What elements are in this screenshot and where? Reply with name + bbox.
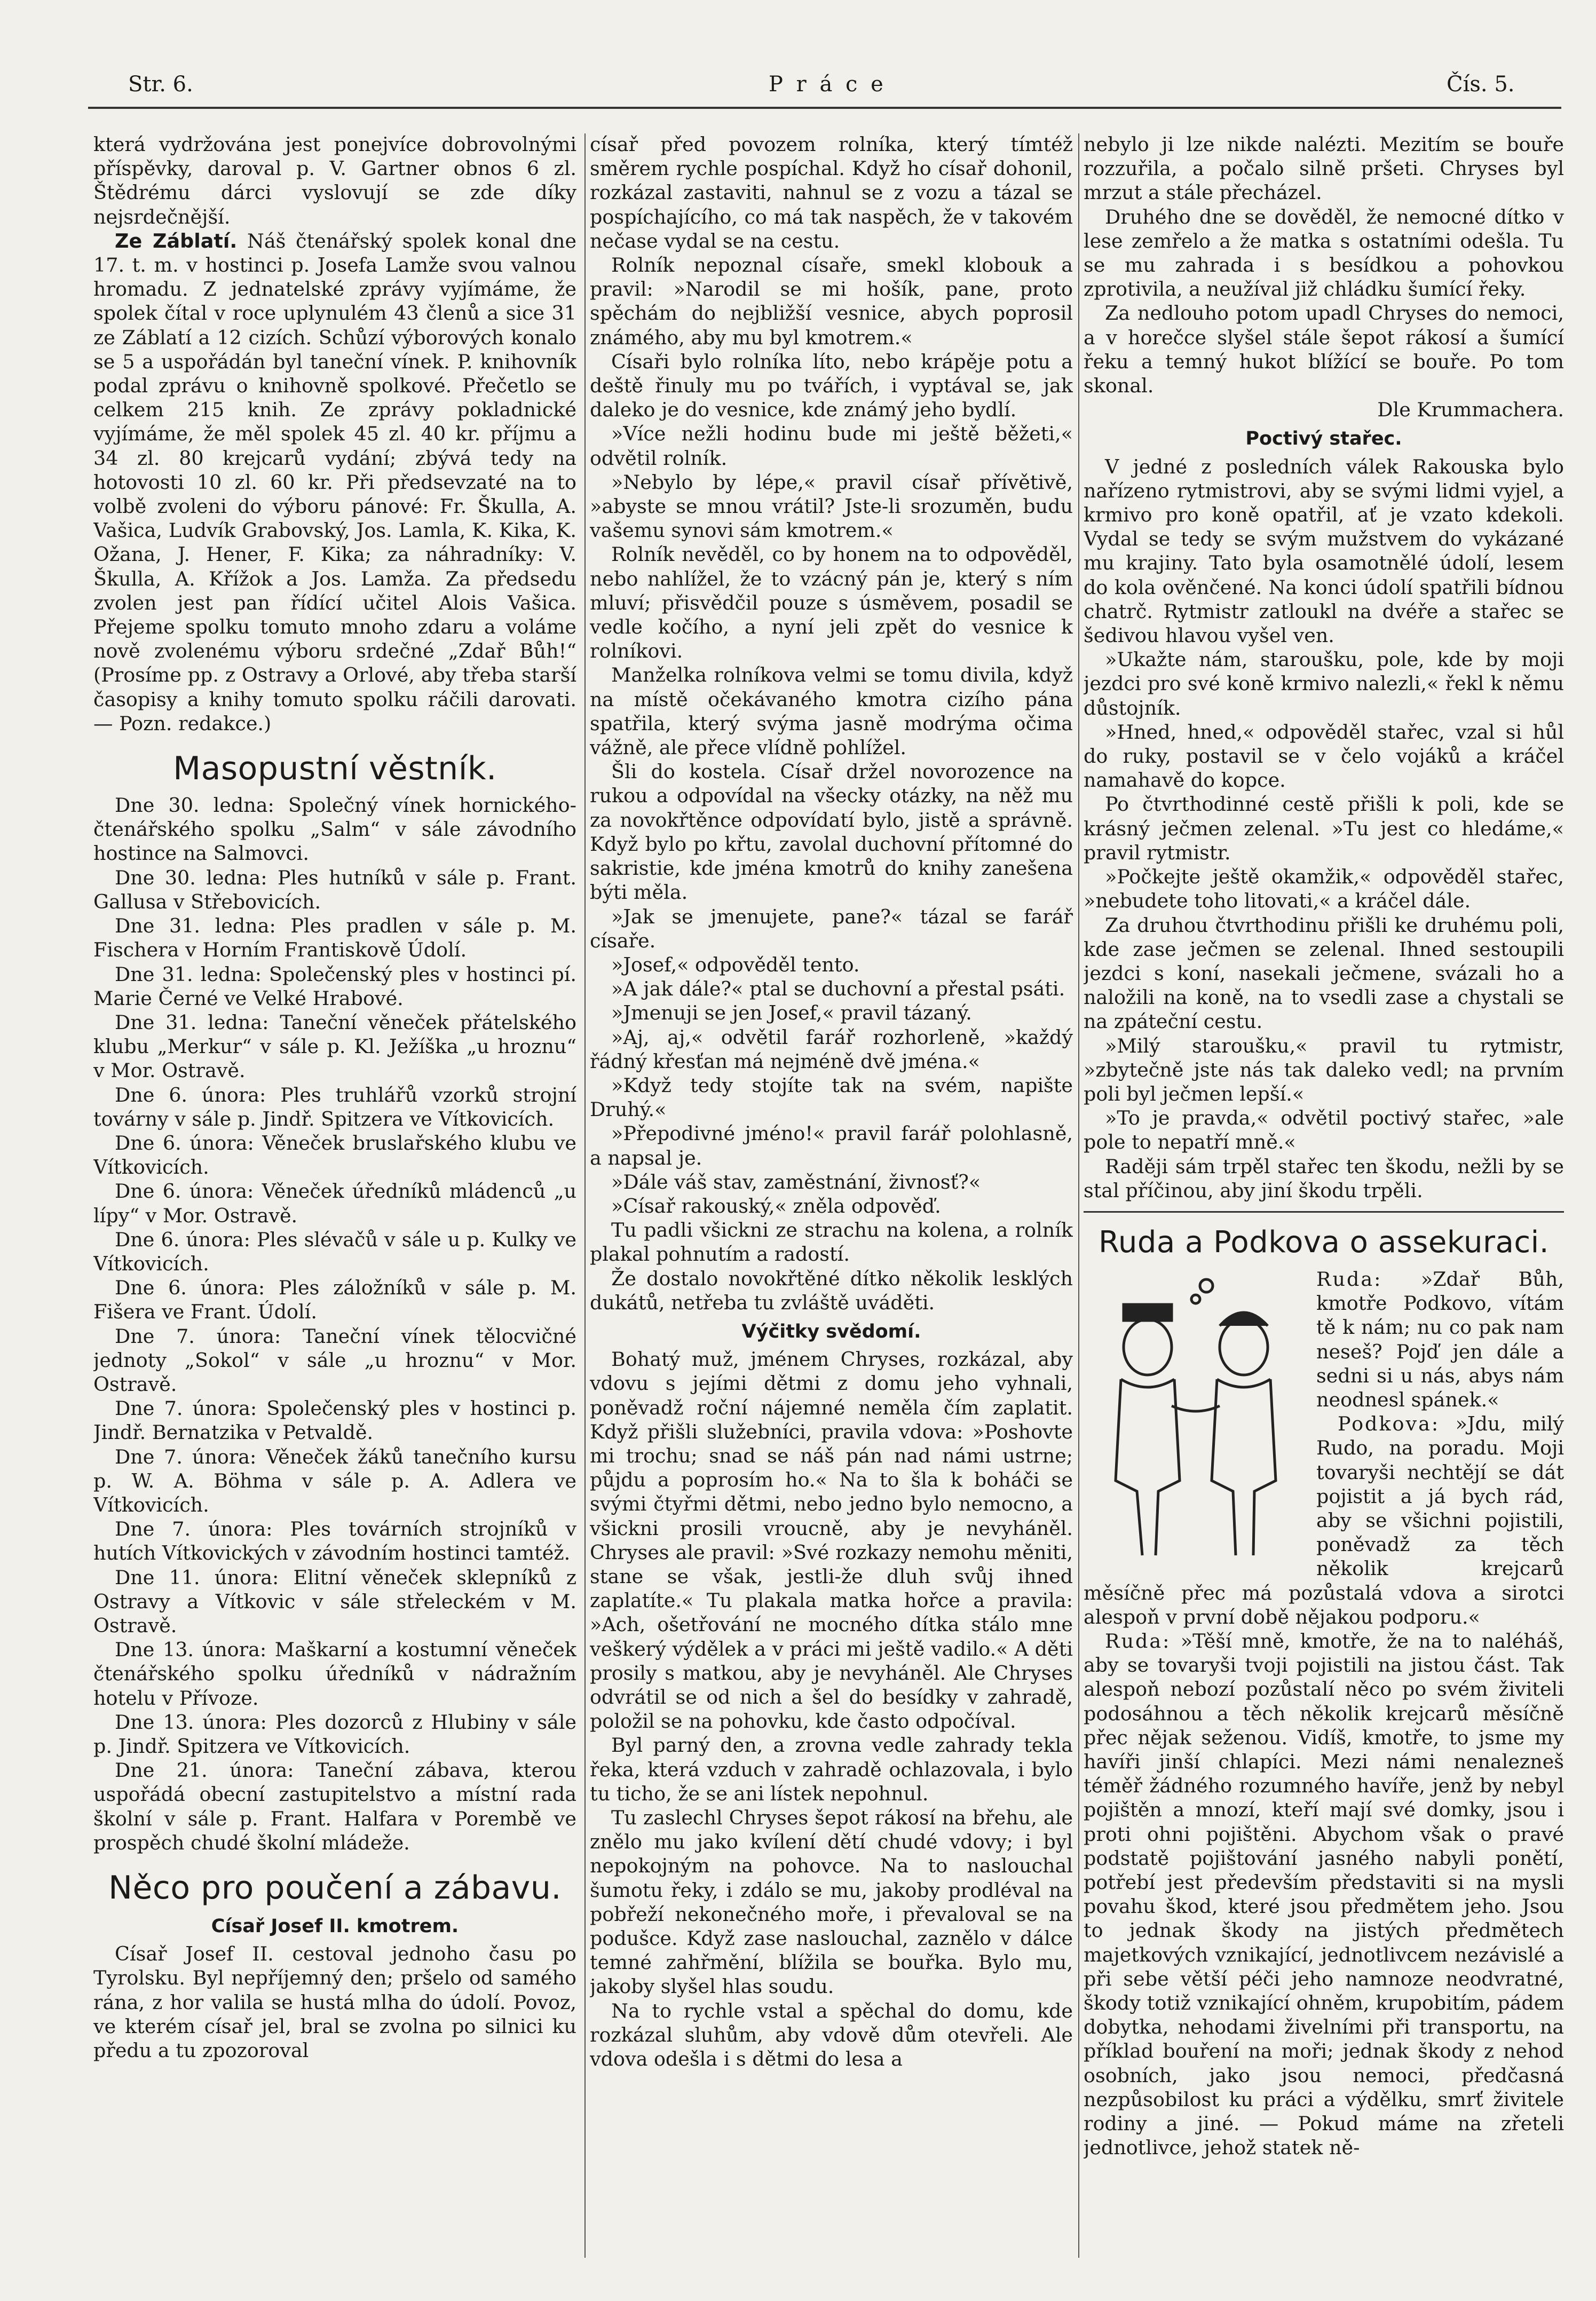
section-title: Něco pro poučení a zábavu. bbox=[108, 1869, 562, 1907]
header-rule bbox=[88, 107, 1561, 109]
event-item: Dne 6. února: Ples truhlářů vzorků strojní továrny v sále p. Jindř. Spitzera ve Vítkovicích. bbox=[93, 1083, 576, 1130]
paragraph: Byl parný den, a zrovna vedle zahrady tekla řeka, která vzduch v zahradě ochlazovala, i bylo tu ticho, že se ani lístek nepohnul. bbox=[590, 1734, 1073, 1805]
paragraph: V jedné z posledních válek Rakouska bylo nařízeno rytmistrovi, aby se svými lidmi vyjel, a krmivo pro koně opatřil, ať je vzato kdekoli. Vydal se tedy se svým mužstvem do vykázané mu krajiny. Tato byla osamotnělé údolí, lesem do kola ověnčené. Na konci údolí spatřili bídnou chatrč. Rytmistr zatloukl na dvéře a stařec se šedivou hlavou vyšel ven. bbox=[1084, 455, 1564, 647]
event-item: Dne 31. ledna: Taneční věneček přátelského klubu „Merkur“ v sále p. Kl. Ježíška „u hroznu“ v Mor. Ostravě. bbox=[93, 1010, 576, 1082]
paragraph: »Více nežli hodinu bude mi ještě běžeti,« odvětil rolník. bbox=[590, 422, 1073, 470]
paragraph: která vydržována jest ponejvíce dobrovolnými příspěvky, daroval p. V. Gartner obnos 6 zl. Štědrému dárci vyslovují se zde díky nejsrdečnější. bbox=[93, 133, 576, 228]
masthead-title: P r á c e bbox=[769, 72, 887, 97]
column-divider bbox=[1078, 133, 1079, 2258]
event-item: Dne 7. února: Ples továrních strojníků v hutích Vítkovických v závodním hostinci tamtéž. bbox=[93, 1517, 576, 1565]
paragraph: Manželka rolníkova velmi se tomu divila, když na místě očekávaného kmotra cizího pána spatřila, který svýma jasně modrýma očima vážně, ale přece vlídně pohlížel. bbox=[590, 663, 1073, 760]
paragraph: »Těší mně, kmotře, že na to naléháš, aby se tovaryši tvoji pojistili na jistou část. Tak alespoň nebozí pozůstalí něco po svém živiteli podosáhnou a těch několik krejcarů měsíčně přec nějak seženou. Vidíš, kmotře, to jsme my havíři jinší chlapíci. Mezi námi nenalezneš téměř žádného rozumného havíře, jenž by nebyl pojištěn a mnozí, kteří mají své domky, jsou i proti ohni pojištěni. Abychom však o pravé podstatě pojištování jasného nabyli ponětí, potřebí jest především představiti si na mysli povahu škod, které jsou předmětem jeho. Jsou to jednak škody na jistých předmětech majetkových vznikající, jednotlivcem nezávislé a při sebe větší péči jeho namnoze neodvratné, škody totiž vznikající ohněm, krupobitím, pádem dobytka, nehodami živelními při transportu, na příklad bouření na moři; jednak škody z nehod osobních, jako jsou nemoci, předčasná nezpůsobilost ku práci a výdělku, smrť živitele rodiny a jiné. — Pokud máme na zřeteli jednotlivce, jehož statek ně- bbox=[1084, 1629, 1564, 2160]
paragraph: Tu padli všickni ze strachu na kolena, a rolník plakal pohnutím a radostí. bbox=[590, 1219, 1073, 1266]
section-title: Masopustní věstník. bbox=[173, 750, 497, 788]
paragraph: »Josef,« odpověděl tento. bbox=[611, 953, 860, 976]
event-item: Dne 6. února: Ples záložníků v sále p. M. Fišera ve Frant. Údolí. bbox=[93, 1276, 576, 1324]
paragraph: Za druhou čtvrthodinu přišli ke druhému poli, kde zase ječmen se zelenal. Ihned sestoupili jezdci s koní, nasekali ječmene, svázali ho a naložili na koně, na to vsedli zase a chystali se na zpáteční cestu. bbox=[1084, 913, 1564, 1033]
paragraph: Že dostalo novokřtěné dítko několik lesklých dukátů, netřeba tu zvláště uváděti. bbox=[590, 1267, 1073, 1314]
paragraph: »Aj, aj,« odvětil farář rozhorleně, »každý řádný křesťan má nejméně dvě jména.« bbox=[590, 1025, 1073, 1073]
paragraph: Tu zaslechl Chryses šepot rákosí na břehu, ale znělo mu jako kvílení dětí chudé vdovy; i byl nepokojným na pohovce. Na to naslouchal šumotu řeky, i zdálo se mu, jakoby prodléval na pobřeží nekonečného moře, i převaloval se na podušce. Když zase naslouchal, zaznělo v dálce temné zahřmění, blížila se bouřka. Bylo mu, jakoby slyšel hlas soudu. bbox=[590, 1806, 1073, 1998]
paragraph: Rolník nepoznal císaře, smekl klobouk a pravil: »Narodil se mi hošík, pane, proto spěchám do nejbližší vesnice, abych poprosil známého, aby mu byl kmotrem.« bbox=[590, 254, 1073, 349]
section-rule bbox=[1084, 1211, 1564, 1213]
issue-number: Čís. 5. bbox=[1447, 72, 1515, 97]
event-item: Dne 11. února: Elitní věneček sklepníků z Ostravy a Vítkovic v sále střeleckém v M. Ostravě. bbox=[93, 1565, 576, 1637]
column-divider bbox=[584, 133, 586, 2258]
speaker-label: Ruda: bbox=[1316, 1267, 1382, 1291]
paragraph: nebylo ji lze nikde nalézti. Mezitím se bouře rozzuřila, a počalo silně pršeti. Chryses byl mrzut a stále přecházel. bbox=[1084, 133, 1564, 204]
section-title: Ruda a Podkova o assekuraci. bbox=[1098, 1224, 1550, 1260]
event-item: Dne 7. února: Společenský ples v hostinci p. Jindř. Bernatzika v Petvaldě. bbox=[93, 1397, 576, 1444]
story-title: Císař Josef II. kmotrem. bbox=[211, 1916, 459, 1938]
event-item: Dne 7. února: Věneček žáků tanečního kursu p. W. A. Böhma v sále p. A. Adlera ve Vítkovicích. bbox=[93, 1445, 576, 1516]
paragraph: »A jak dále?« ptal se duchovní a přestal psáti. bbox=[611, 977, 1065, 1001]
paragraph: »Jmenuji se jen Josef,« pravil tázaný. bbox=[611, 1001, 972, 1025]
section-label: Ze Záblatí. bbox=[115, 229, 238, 252]
event-item: Dne 30. ledna: Ples hutníků v sále p. Frant. Gallusa v Střebovicích. bbox=[93, 866, 576, 913]
event-item: Dne 31. ledna: Ples pradlen v sále p. M. Fischera v Horním Frantiskově Údolí. bbox=[93, 914, 576, 962]
paragraph: Po čtvrthodinné cestě přišli k poli, kde se krásný ječmen zelenal. »Tu jest co hledáme,« pravil rytmistr. bbox=[1084, 793, 1564, 864]
paragraph: »Počkejte ještě okamžik,« odpověděl stařec, »nebudete toho litovati,« a kráčel dále. bbox=[1084, 865, 1564, 913]
event-item: Dne 21. února: Taneční zábava, kterou uspořádá obecní zastupitelstvo a místní rada školní v sále p. Frant. Halfara v Porembě ve prospěch chudé školní mládeže. bbox=[93, 1759, 576, 1854]
column-2 bbox=[590, 132, 1073, 2262]
paragraph: »Přepodivné jméno!« pravil farář polohlasně, a napsal je. bbox=[590, 1122, 1073, 1169]
event-item: Dne 13. února: Ples dozorců z Hlubiny v sále p. Jindř. Spitzera ve Vítkovicích. bbox=[93, 1710, 576, 1758]
paragraph: »Když tedy stojíte tak na svém, napište Druhý.« bbox=[590, 1073, 1073, 1121]
paragraph: »To je pravda,« odvětil poctivý stařec, »ale pole to nepatří mně.« bbox=[1084, 1106, 1564, 1154]
paragraph: Šli do kostela. Císař držel novorozence na rukou a odpovídal na všecky otázky, na něž mu za novokřtěnce odpovídatí bylo, jistě a správně. Když bylo po křtu, zavolal duchovní přítomné do sakristie, kde jména kmotrů do knihy zanešena býti měla. bbox=[590, 760, 1073, 904]
signature: Dle Krummachera. bbox=[1377, 398, 1564, 422]
paragraph: Druhého dne se dověděl, že nemocné dítko v lese zemřelo a že matka s ostatními odešla. Tu se mu zahrada i s besídkou a pohovkou zprotivila, a neužíval již chládku šumící řeky. bbox=[1084, 205, 1564, 301]
paragraph: Za nedlouho potom upadl Chryses do nemoci, a v horečce slyšel stále šepot rákosí a šumící řeku a temný hukot blížící se bouře. Po tom skonal. bbox=[1084, 302, 1564, 398]
paragraph: Císař Josef II. cestoval jednoho času po Tyrolsku. Byl nepříjemný den; pršelo od samého rána, z hor valila se hustá mlha do údolí. Povoz, ve kterém císař jel, bral se zvolna po silnici ku předu a tu zpozoroval bbox=[93, 1942, 576, 2062]
event-item: Dne 7. února: Taneční vínek tělocvičné jednoty „Sokol“ v sále „u hroznu“ v Mor. Ostravě. bbox=[93, 1324, 576, 1396]
paragraph: »Milý staroušku,« pravil tu rytmistr, »zbytečně jste nás tak daleko vedl; na prvním poli byl ječmen lepší.« bbox=[1084, 1034, 1564, 1105]
event-item: Dne 6. února: Ples slévačů v sále u p. Kulky ve Vítkovicích. bbox=[93, 1228, 576, 1275]
paragraph: Náš čtenářský spolek konal dne 17. t. m. v hostinci p. Josefa Lamže svou valnou hromadu. Z jednatelské zprávy vyjímáme, že spolek čítal v roce uplynulém 43 členů a sice 31 ze Záblatí a 12 cizích. Schůzí výborových konalo se 5 a uspořádán byl taneční vínek. P. knihovník podal zprávu o knihovně spolkové. Přečetlo se celkem 215 knih. Ze zprávy pokladnické vyjímáme, že měl spolek 45 zl. 40 kr. příjmu a 34 zl. 80 krejcarů vydání; zbývá tedy na hotovosti 10 zl. 60 kr. Při předsevzaté na to volbě zvoleni do výboru pánové: Fr. Škulla, A. Vašica, Ludvík Grabovský, Jos. Lamla, K. Kika, K. Ožana, J. Hener, F. Kika; za náhradníky: V. Škulla, A. Křížok a Jos. Lamža. Za předsedu zvolen jest pan řídící učitel Alois Vašica. Přejeme spolku tomuto mnoho zdaru a voláme nově zvolenému výboru srdečné „Zdař Bůh!“ (Prosíme pp. z Ostravy a Orlové, aby třeba starší časopisy a knihy tomuto spolku ráčili darovati. — Pozn. redakce.) bbox=[93, 229, 576, 735]
paragraph: »Císař rakouský,« zněla odpověď. bbox=[611, 1194, 941, 1217]
paragraph: Bohatý muž, jménem Chryses, rozkázal, aby vdovu s jejími dětmi z domu jeho vyhnali, poněvadž roční nájemné neměla čím zaplatit. Když přišli služebníci, pravila vdova: »Poshovte mi trochu; snad se náš pán nad námi ustrne; půjdu a poprosím ho.« Na to šla k boháči se svými čtyřmi dětmi, nebo jedno bylo nemocno, a všickni prosili vroucně, aby je nevyháněl. Chryses ale pravil: »Své rozkazy nemohu měniti, stane se však, jestli-že dluh svůj ihned zaplatíte.« Tu plakala matka hořce a pravila: »Ach, ošetřování ne mocného dítka stálo mne veškerý výdělek a v práci mi ještě vadilo.« A děti prosily s matkou, aby je nevyháněl. Ale Chryses odvrátil se od nich a šel do besídky v zahradě, položil se na pohovku, kde často odpočíval. bbox=[590, 1348, 1073, 1733]
story-title: Výčitky svědomí. bbox=[741, 1320, 921, 1342]
paragraph: Raději sám trpěl stařec ten škodu, nežli by se stal příčinou, aby jiní škodu trpěli. bbox=[1084, 1155, 1564, 1202]
event-item: Dne 6. února: Věneček úředníků mládenců „u lípy“ v Mor. Ostravě. bbox=[93, 1180, 576, 1227]
event-item: Dne 6. února: Věneček bruslařského klubu ve Vítkovicích. bbox=[93, 1131, 576, 1179]
page-header bbox=[128, 72, 1559, 104]
story-title: Poctivý stařec. bbox=[1245, 428, 1402, 450]
paragraph: Na to rychle vstal a spěchal do domu, kde rozkázal sluhům, aby vdově dům otevřeli. Ale vdova odešla i s dětmi do lesa a bbox=[590, 1999, 1073, 2071]
event-list bbox=[93, 793, 576, 1855]
event-item: Dne 30. ledna: Společný vínek hornického-čtenářského spolku „Salm“ v sále závodního hostince na Salmovci. bbox=[93, 794, 576, 865]
event-item: Dne 31. ledna: Společenský ples v hostinci pí. Marie Černé ve Velké Hrabové. bbox=[93, 962, 576, 1010]
paragraph: císař před povozem rolníka, který tímtéž směrem rychle pospíchal. Když ho císař dohonil, rozkázal zastaviti, nahnul se z vozu a tázal se pospíchajícího, co má tak naspěch, že v takovém nečase vydal se na cestu. bbox=[590, 133, 1073, 252]
paragraph: »Dále váš stav, zaměstnání, živnosť?« bbox=[611, 1170, 981, 1193]
paragraph: »Nebylo by lépe,« pravil císař přívětivě, »abyste se mnou vrátil? Jste-li srozuměn, budu vašemu synovi sám kmotrem.« bbox=[590, 470, 1073, 542]
illustration bbox=[1084, 1267, 1308, 1566]
speaker-label: Podkova: bbox=[1338, 1412, 1440, 1436]
paragraph: Císaři bylo rolníka líto, nebo krápěje potu a deště řinuly mu po tvářích, i vyptával se, jak daleko je do vesnice, kde známý jeho bydlí. bbox=[590, 350, 1073, 422]
paragraph: »Hned, hned,« odpověděl stařec, vzal si hůl do ruky, postavil se v čelo vojáků a kráčel namahavě do kopce. bbox=[1084, 720, 1564, 792]
paragraph: »Zdař Bůh, kmotře Podkovo, vítám tě k nám; nu co pak nam neseš? Pojď jen dále a sedni si u nás, abys nám neodnesl spánek.« bbox=[1316, 1267, 1564, 1411]
page-number: Str. 6. bbox=[128, 72, 193, 97]
paragraph: »Ukažte nám, staroušku, pole, kde by moji jezdci pro své koně krmivo nalezli,« řekl k němu důstojník. bbox=[1084, 648, 1564, 719]
paragraph: »Jdu, milý Rudo, na poradu. Moji tovaryši nechtějí se dát pojistit a já bych rád, aby se všichni pojistili, poněvadž za těch několik krejcarů měsíčně přec má pozůstalá vdova a sirotci alespoň v první době nějakou podporu.« bbox=[1084, 1412, 1564, 1628]
paragraph: Rolník nevěděl, co by honem na to odpověděl, nebo nahlížel, že to vzácný pán je, který s ním mluví; přisvědčil pouze s úsměvem, posadil se vedle kočího, a nyní jeli zpět do vesnice k rolníkovi. bbox=[590, 543, 1073, 663]
column-3 bbox=[1084, 132, 1564, 2262]
speaker-label: Ruda: bbox=[1105, 1629, 1171, 1652]
paragraph: »Jak se jmenujete, pane?« tázal se farář císaře. bbox=[590, 905, 1073, 952]
column-1 bbox=[93, 132, 576, 2262]
event-item: Dne 13. února: Maškarní a kostumní věneček čtenářského spolku úředníků v nádražním hotelu v Přívoze. bbox=[93, 1638, 576, 1710]
